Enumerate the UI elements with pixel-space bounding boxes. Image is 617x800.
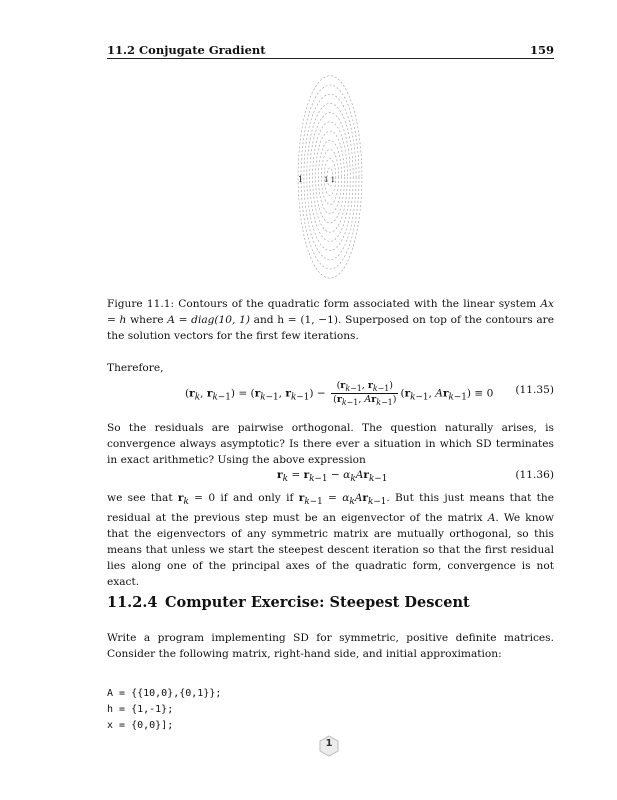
figure-marker-left: 1 [298, 175, 304, 184]
equation-11-36-number: (11.36) [515, 469, 554, 481]
code-line: h = {1,-1}; [107, 704, 174, 715]
figure-marker-center: 1 1 [324, 176, 336, 184]
equation-11-36-body: $r_k = r_{k-1} - \alpha_kAr_{k-1}$ [277, 469, 388, 485]
code-line: x = {0,0}]; [107, 720, 174, 731]
therefore-text: Therefore, [107, 362, 164, 374]
code-line: A = {{10,0},{0,1}}; [107, 688, 222, 699]
equation-11-35-number: (11.35) [515, 384, 554, 396]
paragraph-eigenvectors: we see that $r_k = 0$ if and only if $r_{k-1} = \alpha_kAr_{k-1}$. But this just means that the residual at the previous step must be an eigenvector of the matrix A. We know that the eigenvectors of any symmetric matrix are mutually orthogonal, so this means that unless we start the steepest descent iteration so that the first residual lies along one of the principal axes of the quadratic form, convergence is not exact. [107, 492, 554, 589]
page-badge[interactable] [318, 735, 340, 757]
header-page-number: 159 [529, 43, 554, 57]
figure-caption: Figure 11.1: Contours of the quadratic form associated with the linear system Ax = h where A = diag(10, 1) and h = (1, −1). Superposed on top of the contours are the solution vectors for the first few iterations. [107, 298, 555, 342]
equation-11-35-body: ($r_k$, $r_{k-1}) = (r_{k-1}$, $r_{k-1}$) − $\frac{(r_{k-1}, r_{k-1})}{(r_{k-1}, Ar_{k-1})}$ ($r_{k-1}$, $Ar_{k-1}) \equiv 0$ [185, 380, 494, 407]
running-header [107, 41, 554, 57]
paragraph-residuals: So the residuals are pairwise orthogonal. The question naturally arises, is convergence always asymptotic? Is there ever a situation in which SD terminates in exact arithmetic? Using the above expression [107, 422, 554, 466]
section-number: 11.2.4 [107, 594, 158, 611]
contour-figure [280, 75, 380, 280]
equation-11-35 [107, 376, 554, 410]
equation-11-36 [107, 469, 554, 485]
code-block [107, 686, 221, 734]
paragraph-exercise: Write a program implementing SD for symmetric, positive definite matrices. Consider the following matrix, right-hand side, and initial approximation: [107, 632, 554, 660]
header-rule [107, 58, 554, 59]
page-badge-label: 1 [325, 738, 333, 749]
section-title: Computer Exercise: Steepest Descent [165, 594, 470, 611]
header-section-title: 11.2 Conjugate Gradient [107, 43, 266, 57]
section-heading [107, 594, 554, 611]
